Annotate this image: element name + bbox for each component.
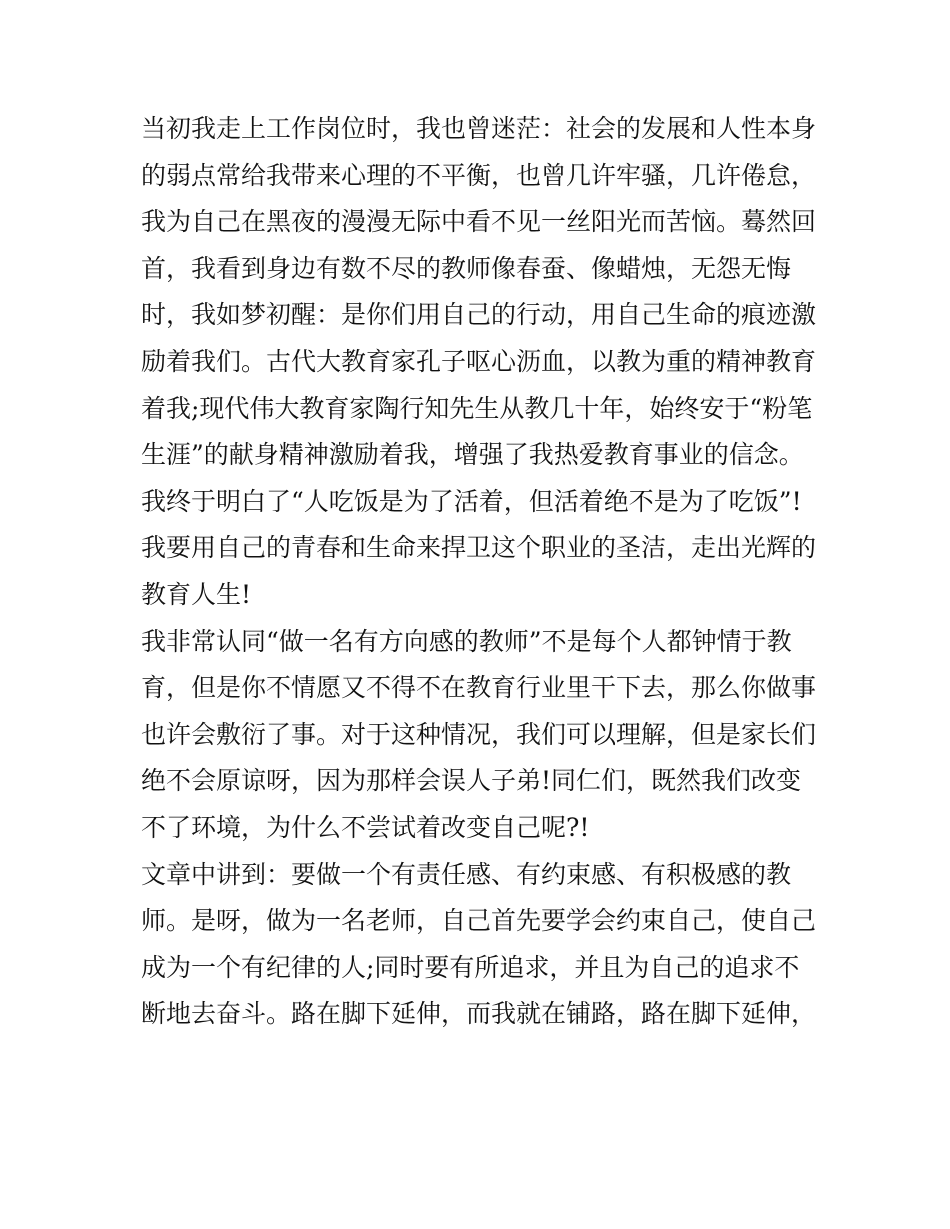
text-line: 文章中讲到：要做一个有责任感、有约束感、有积极感的教 <box>141 859 792 889</box>
text-line: 绝不会原谅呀，因为那样会误人子弟!同仁们，既然我们改变 <box>141 766 802 796</box>
text-line: 我要用自己的青春和生命来捍卫这个职业的圣洁，走出光辉的 <box>141 533 817 563</box>
text-line: 我为自己在黑夜的漫漫无际中看不见一丝阳光而苦恼。蓦然回 <box>141 207 817 237</box>
text-line: 教育人生! <box>141 579 252 609</box>
text-line: 成为一个有纪律的人;同时要有所追求，并且为自己的追求不 <box>141 952 800 982</box>
text-line: 也许会敷衍了事。对于这种情况，我们可以理解，但是家长们 <box>141 719 817 749</box>
body-text <box>141 106 821 1038</box>
text-line: 时，我如梦初醒：是你们用自己的行动，用自己生命的痕迹激 <box>141 300 817 330</box>
text-line: 的弱点常给我带来心理的不平衡，也曾几许牢骚，几许倦怠， <box>141 160 817 190</box>
text-line: 不了环境，为什么不尝试着改变自己呢?! <box>141 812 590 842</box>
text-line: 首，我看到身边有数不尽的教师像春蚕、像蜡烛，无怨无悔 <box>141 253 792 283</box>
text-line: 育，但是你不情愿又不得不在教育行业里干下去，那么你做事 <box>141 673 817 703</box>
text-line: 当初我走上工作岗位时，我也曾迷茫：社会的发展和人性本身 <box>141 114 817 143</box>
text-line: 师。是呀，做为一名老师，自己首先要学会约束自己，使自己 <box>141 906 817 936</box>
text-line: 励着我们。古代大教育家孔子呕心沥血，以教为重的精神教育 <box>141 346 817 376</box>
text-line: 我非常认同“做一名有方向感的教师”不是每个人都钟情于教 <box>141 626 792 656</box>
text-line: 我终于明白了“人吃饭是为了活着，但活着绝不是为了吃饭”! <box>141 486 802 516</box>
text-line: 断地去奋斗。路在脚下延伸，而我就在铺路，路在脚下延伸， <box>141 999 817 1029</box>
text-line: 着我;现代伟大教育家陶行知先生从教几十年，始终安于“粉笔 <box>141 393 813 423</box>
text-line: 生涯”的献身精神激励着我，增强了我热爱教育事业的信念。 <box>141 440 804 470</box>
